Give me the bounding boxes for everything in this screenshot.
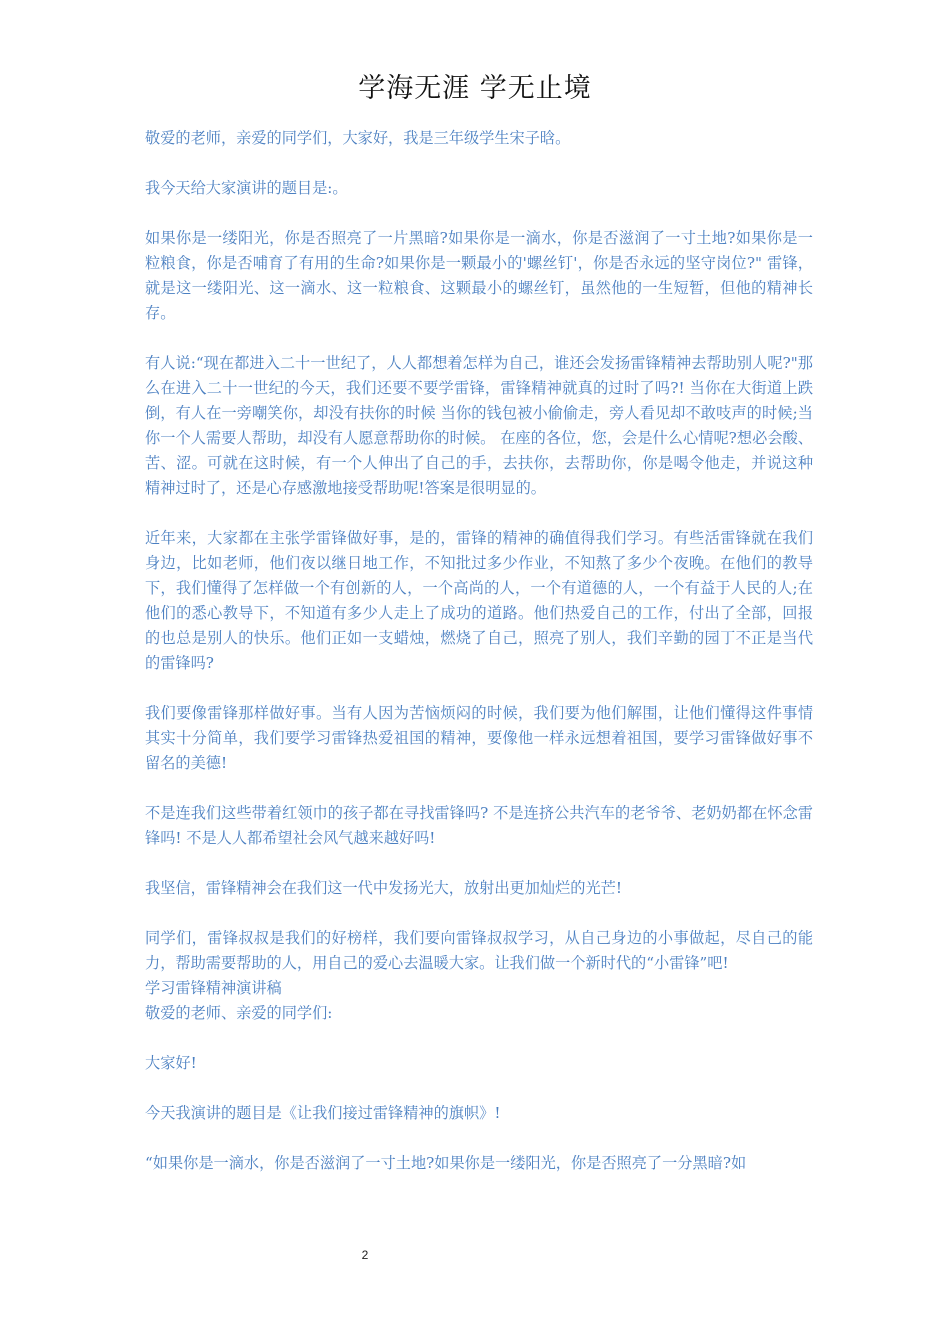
paragraph-topic: 我今天给大家演讲的题目是:。 bbox=[145, 179, 348, 197]
paragraph-sunshine: 如果你是一缕阳光，你是否照亮了一片黑暗?如果你是一滴水，你是否滋润了一寸土地?如果你是一粒粮食，你是否哺育了有用的生命?如果你是一颗最小的'螺丝钉'，你是否永远的坚守岗位?" 雷锋，就是这一缕阳光、这一滴水、这一粒粮食、这颗最小的螺丝钉，虽然他的一生短暂，但他的精神长存。 bbox=[145, 229, 813, 322]
paragraph-21st-century: 有人说:“现在都进入二十一世纪了，人人都想着怎样为自己，谁还会发扬雷锋精神去帮助别人呢?"那么在进入二十一世纪的今天，我们还要不要学雷锋，雷锋精神就真的过时了吗?! 当你在大街道上跌倒，有人在一旁嘲笑你，却没有扶你的时候 当你的钱包被小偷偷走，旁人看见却不敢吱声的时候;当你一个人需要人帮助，却没有人愿意帮助你的时候。 在座的各位，您，会是什么心情呢?想必会酸、苦、涩。可就在这时候，有一个人伸出了自己的手，去扶你，去帮助你，你是喝令他走，并说这种精神过时了，还是心存感激地接受帮助呢!答案是很明显的。 bbox=[145, 354, 813, 497]
page-number: 2 bbox=[361, 1248, 369, 1262]
paragraph-good-deeds: 我们要像雷锋那样做好事。当有人因为苦恼烦闷的时候，我们要为他们解围，让他们懂得这件事情其实十分简单，我们要学习雷锋热爱祖国的精神，要像他一样永远想着祖国，要学习雷锋做好事不留名的美德! bbox=[145, 704, 813, 772]
page-header-title: 学海无涯 学无止境 bbox=[358, 73, 592, 104]
paragraph-belief: 我坚信，雷锋精神会在我们这一代中发扬光大，放射出更加灿烂的光芒! bbox=[145, 879, 622, 897]
paragraph-role-model: 同学们，雷锋叔叔是我们的好榜样，我们要向雷锋叔叔学习，从自己身边的小事做起，尽自己的能力，帮助需要帮助的人，用自己的爱心去温暖大家。让我们做一个新时代的“小雷锋”吧! bbox=[145, 929, 813, 972]
paragraph-hello: 大家好! bbox=[145, 1054, 197, 1072]
document-body bbox=[145, 126, 813, 1201]
paragraph-greeting: 敬爱的老师，亲爱的同学们，大家好，我是三年级学生宋子晗。 bbox=[145, 129, 571, 147]
paragraph-teachers: 近年来，大家都在主张学雷锋做好事，是的，雷锋的精神的确值得我们学习。有些活雷锋就在我们身边，比如老师，他们夜以继日地工作，不知批过多少作业，不知熬了多少个夜晚。在他们的教导下，我们懂得了怎样做一个有创新的人，一个高尚的人，一个有道德的人，一个有益于人民的人;在他们的悉心教导下，不知道有多少人走上了成功的道路。他们热爱自己的工作，付出了全部，回报的也总是别人的快乐。他们正如一支蜡烛，燃烧了自己，照亮了别人，我们辛勤的园丁不正是当代的雷锋吗? bbox=[145, 529, 813, 672]
paragraph-speech-topic: 今天我演讲的题目是《让我们接过雷锋精神的旗帜》! bbox=[145, 1104, 501, 1122]
paragraph-salutation: 敬爱的老师、亲爱的同学们: bbox=[145, 1004, 333, 1022]
paragraph-red-scarf: 不是连我们这些带着红领巾的孩子都在寻找雷锋吗? 不是连挤公共汽车的老爷爷、老奶奶都在怀念雷锋吗! 不是人人都希望社会风气越来越好吗! bbox=[145, 804, 813, 847]
speech-title: 学习雷锋精神演讲稿 bbox=[145, 979, 282, 997]
paragraph-water-drop: “如果你是一滴水，你是否滋润了一寸土地?如果你是一缕阳光，你是否照亮了一分黑暗?如 bbox=[145, 1154, 747, 1172]
